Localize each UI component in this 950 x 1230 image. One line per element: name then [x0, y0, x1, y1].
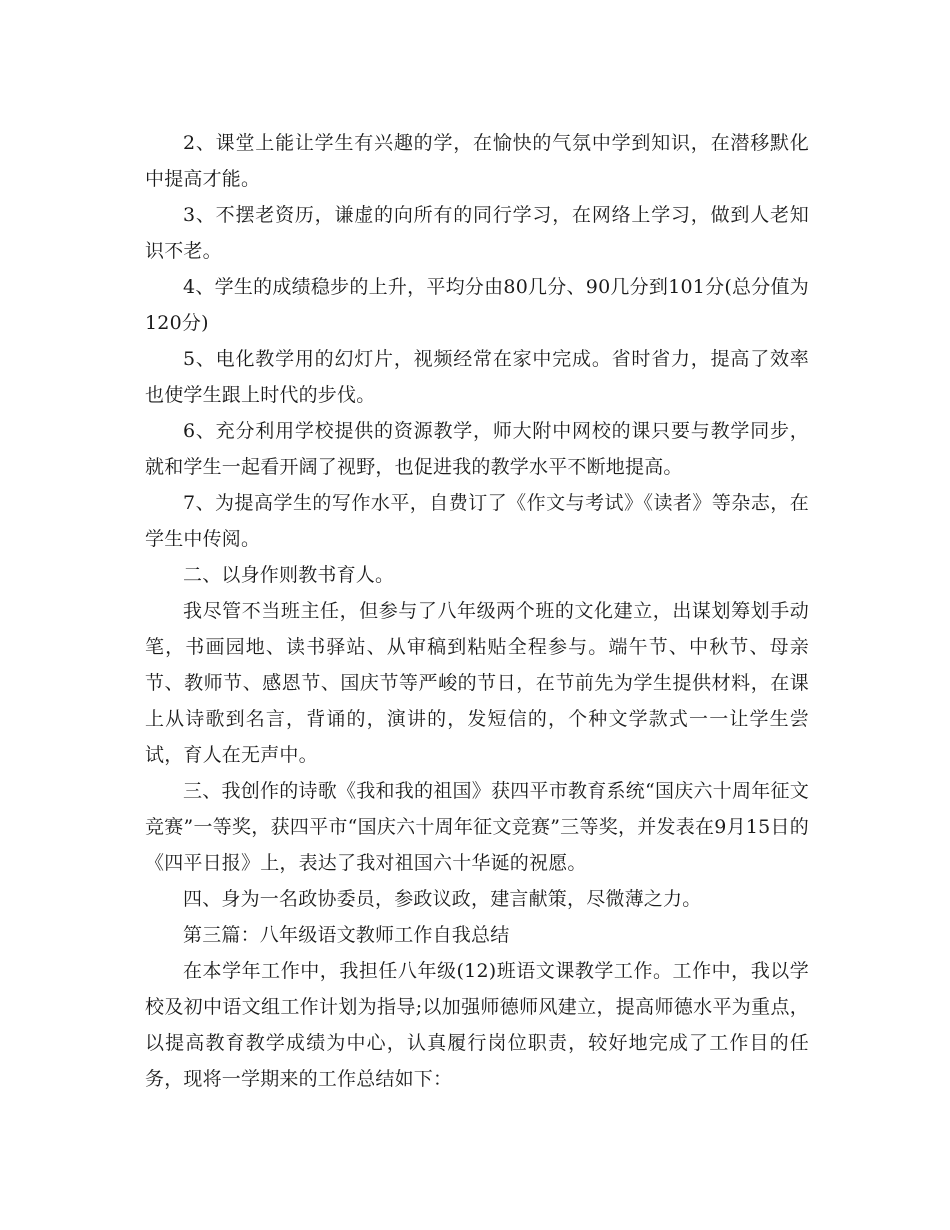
article-title-part-three: 第三篇：八年级语文教师工作自我总结 — [183, 924, 510, 946]
section-poem-award: 三、我创作的诗歌《我和我的祖国》获四平市教育系统“国庆六十周年征文竞赛”一等奖，获四平市“国庆六十周年征文竞赛”三等奖，并发表在9月15日的《四平日报》上，表达了我对祖国六十华诞的祝愿。 — [145, 780, 809, 874]
document-body — [145, 125, 809, 1097]
paragraph-item-7: 7、为提高学生的写作水平，自费订了《作文与考试》《读者》等杂志，在学生中传阅。 — [145, 492, 809, 550]
paragraph-item-4: 4、学生的成绩稳步的上升，平均分由80几分、90几分到101分(总分值为120分) — [145, 276, 809, 334]
section-heading-two: 二、以身作则教书育人。 — [183, 564, 395, 586]
paragraph-item-6: 6、充分利用学校提供的资源教学，师大附中网校的课只要与教学同步，就和学生一起看开阔了视野，也促进我的教学水平不断地提高。 — [145, 420, 809, 478]
paragraph-item-5: 5、电化教学用的幻灯片，视频经常在家中完成。省时省力，提高了效率也使学生跟上时代的步伐。 — [145, 348, 809, 406]
section-committee: 四、身为一名政协委员，参政议政，建言献策，尽微薄之力。 — [183, 888, 702, 910]
paragraph-culture: 我尽管不当班主任，但参与了八年级两个班的文化建立，出谋划筹划手动笔，书画园地、读书驿站、从审稿到粘贴全程参与。端午节、中秋节、母亲节、教师节、感恩节、国庆节等严峻的节日，在节前先为学生提供材料，在课上从诗歌到名言，背诵的，演讲的，发短信的，个种文学款式一一让学生尝试，育人在无声中。 — [145, 600, 809, 766]
paragraph-item-2: 2、课堂上能让学生有兴趣的学，在愉快的气氛中学到知识，在潜移默化中提高才能。 — [145, 132, 809, 190]
paragraph-summary-intro: 在本学年工作中，我担任八年级(12)班语文课教学工作。工作中，我以学校及初中语文组工作计划为指导;以加强师德师风建立，提高师德水平为重点，以提高教育教学成绩为中心，认真履行岗位职责，较好地完成了工作目的任务，现将一学期来的工作总结如下： — [145, 960, 809, 1090]
paragraph-item-3: 3、不摆老资历，谦虚的向所有的同行学习，在网络上学习，做到人老知识不老。 — [145, 204, 809, 262]
